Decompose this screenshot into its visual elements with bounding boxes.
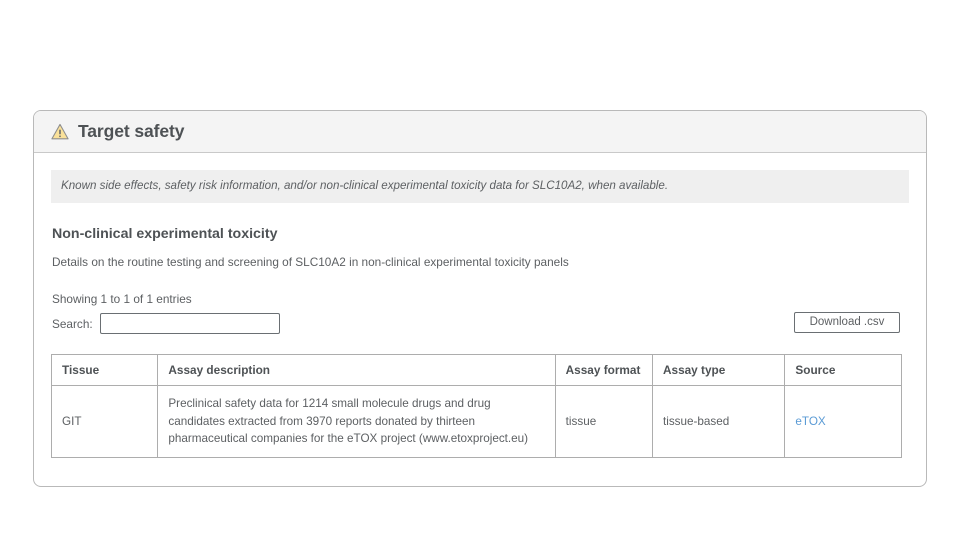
search-input[interactable] <box>100 313 280 334</box>
table-body <box>52 386 902 458</box>
page-title: Target safety <box>78 120 185 141</box>
table-header-row <box>52 355 902 386</box>
card-body <box>34 153 926 486</box>
target-safety-card <box>33 110 927 487</box>
table-controls <box>51 292 909 342</box>
column-header-assay-type[interactable]: Assay type <box>652 355 784 386</box>
section-title: Non-clinical experimental toxicity <box>52 225 278 242</box>
cell-source <box>785 386 902 458</box>
cell-assay-format: tissue <box>555 386 652 458</box>
toxicity-table <box>51 354 902 458</box>
column-header-tissue[interactable]: Tissue <box>52 355 158 386</box>
section-description: Details on the routine testing and screening of SLC10A2 in non-clinical experimental toxicity panels <box>52 254 569 269</box>
source-link-etox[interactable]: eTOX <box>795 414 826 428</box>
warning-triangle-icon <box>51 123 69 141</box>
column-header-assay-description[interactable]: Assay description <box>158 355 555 386</box>
entries-info: Showing 1 to 1 of 1 entries <box>52 292 192 307</box>
download-csv-button[interactable]: Download .csv <box>794 312 900 333</box>
table-head <box>52 355 902 386</box>
table-row <box>52 386 902 458</box>
cell-tissue: GIT <box>52 386 158 458</box>
search-label: Search: <box>52 316 93 331</box>
column-header-source[interactable]: Source <box>785 355 902 386</box>
column-header-assay-format[interactable]: Assay format <box>555 355 652 386</box>
info-banner: Known side effects, safety risk information, and/or non-clinical experimental toxicity data for SLC10A2, when available. <box>51 170 909 203</box>
card-header <box>34 111 926 153</box>
cell-assay-type: tissue-based <box>652 386 784 458</box>
cell-assay-description: Preclinical safety data for 1214 small molecule drugs and drug candidates extracted from 3970 reports donated by thirteen pharmaceutical companies for the eTOX project (www.etoxproject.eu) <box>158 386 555 458</box>
search-row <box>52 313 909 334</box>
